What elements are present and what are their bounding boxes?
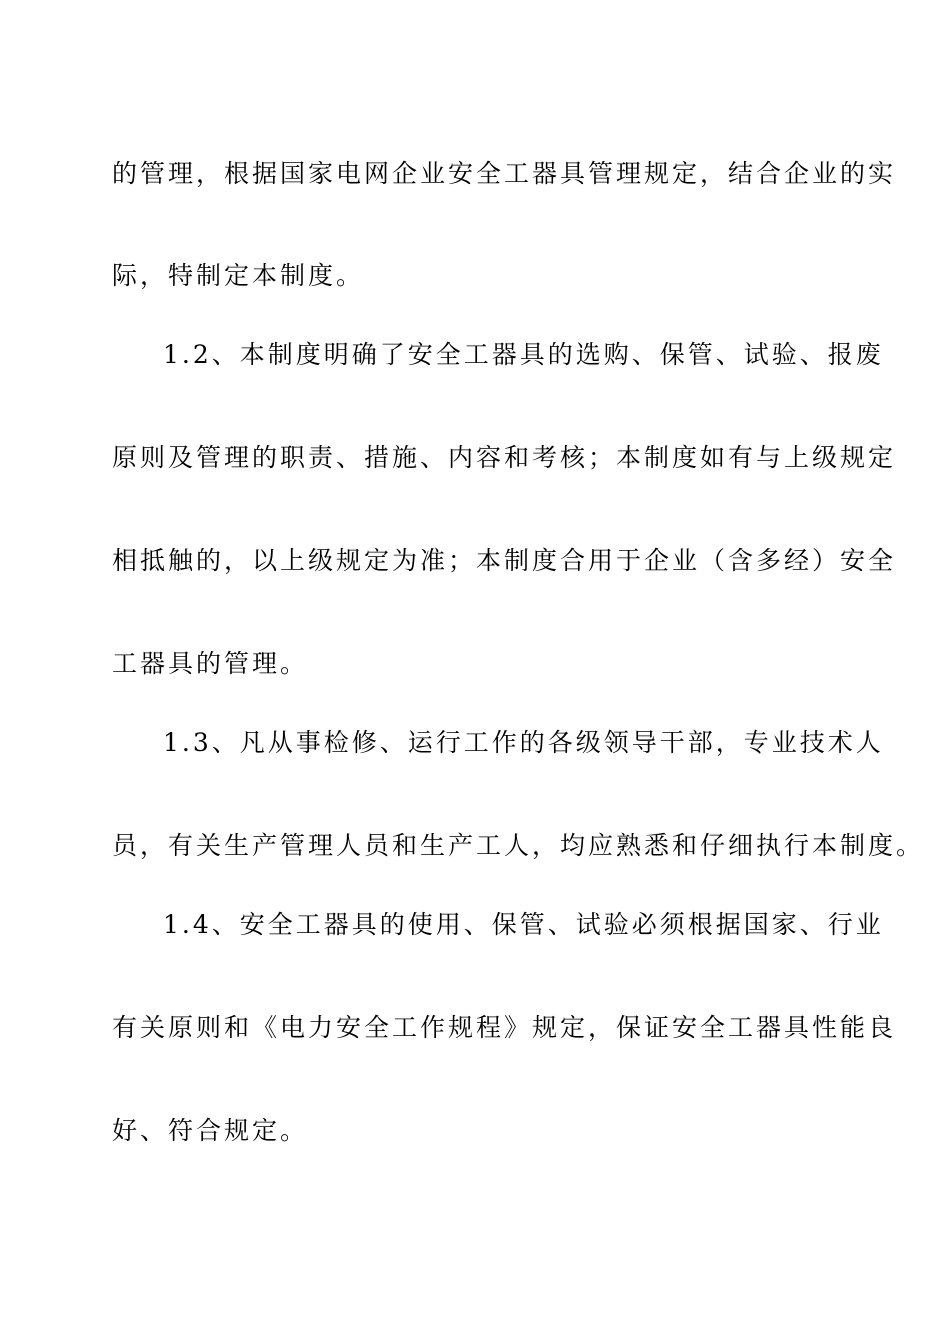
body-text-line: 好、符合规定。 [112, 1116, 309, 1145]
body-text-line: 际，特制定本制度。 [112, 261, 365, 290]
paragraph-1-3-first-line: 1.3、凡从事检修、运行工作的各级领导干部，专业技术人 [163, 728, 884, 757]
paragraph-1-4-first-line: 1.4、安全工器具的使用、保管、试验必须根据国家、行业 [163, 910, 884, 939]
body-text-line: 工器具的管理。 [112, 649, 309, 678]
paragraph-1-2-first-line: 1.2、本制度明确了安全工器具的选购、保管、试验、报废 [163, 340, 884, 369]
body-text-line: 有关原则和《电力安全工作规程》规定，保证安全工器具性能良 [112, 1013, 897, 1042]
body-text-line: 原则及管理的职责、措施、内容和考核；本制度如有与上级规定 [112, 443, 897, 472]
body-text-line: 相抵触的，以上级规定为准；本制度合用于企业（含多经）安全 [112, 546, 897, 575]
body-text-line: 员，有关生产管理人员和生产工人，均应熟悉和仔细执行本制度。 [112, 831, 925, 860]
body-text-line: 的管理，根据国家电网企业安全工器具管理规定，结合企业的实 [112, 159, 897, 188]
